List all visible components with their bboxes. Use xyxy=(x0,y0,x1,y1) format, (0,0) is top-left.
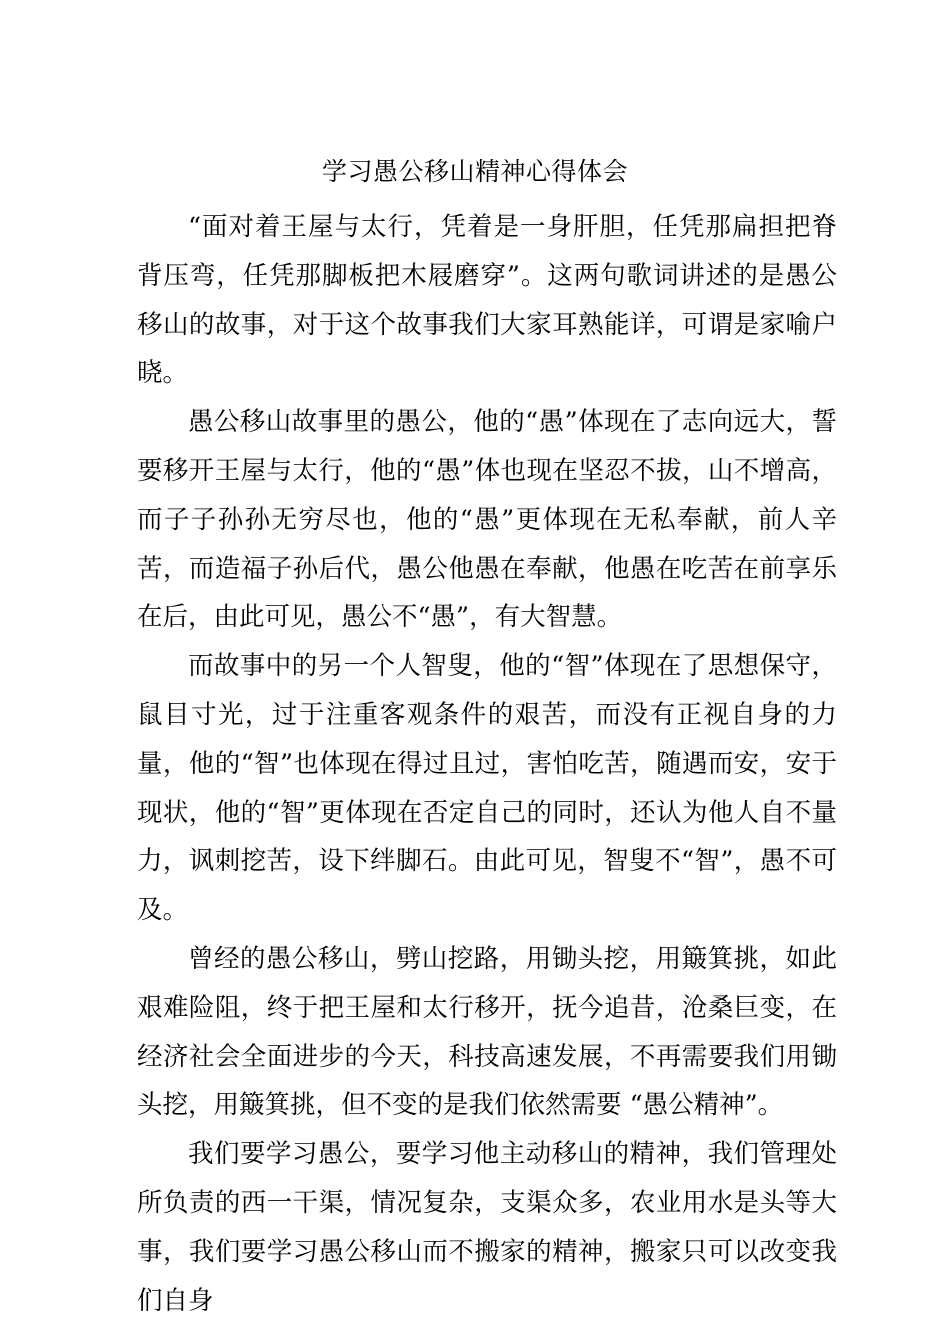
paragraph-4: 曾经的愚公移山，劈山挖路，用锄头挖，用簸箕挑，如此艰难险阻，终于把王屋和太行移开，抚今追昔，沧桑巨变，在经济社会全面进步的今天，科技高速发展，不再需要我们用锄头挖，用簸箕挑，但不变的是我们依然需要 “愚公精神”。 xyxy=(137,943,837,1121)
paragraph-3: 而故事中的另一个人智叟，他的“智”体现在了思想保守，鼠目寸光，过于注重客观条件的艰苦，而没有正视自身的力量，他的“智”也体现在得过且过，害怕吃苦，随遇而安，安于现状，他的“智”更体现在否定自己的同时，还认为他人自不量力，讽刺挖苦，设下绊脚石。由此可见，智叟不“智”，愚不可及。 xyxy=(137,651,837,926)
paragraph-2: 愚公移山故事里的愚公，他的“愚”体现在了志向远大，誓要移开王屋与太行，他的“愚”体也现在坚忍不拔，山不增高，而子子孙孙无穷尽也，他的“愚”更体现在无私奉献，前人辛苦，而造福子孙后代，愚公他愚在奉献，他愚在吃苦在前享乐在后，由此可见，愚公不“愚”，有大智慧。 xyxy=(137,407,837,633)
paragraph-1: “面对着王屋与太行，凭着是一身肝胆，任凭那扁担把脊背压弯，任凭那脚板把木屐磨穿”。这两句歌词讲述的是愚公移山的故事，对于这个故事我们大家耳熟能详，可谓是家喻户晓。 xyxy=(137,212,837,389)
document-body xyxy=(137,203,837,1325)
paragraph-5: 我们要学习愚公，要学习他主动移山的精神，我们管理处所负责的西一干渠，情况复杂，支渠众多，农业用水是头等大事，我们要学习愚公移山而不搬家的精神，搬家只可以改变我们自身 xyxy=(137,1139,837,1316)
document-title: 学习愚公移山精神心得体会 xyxy=(321,157,628,186)
